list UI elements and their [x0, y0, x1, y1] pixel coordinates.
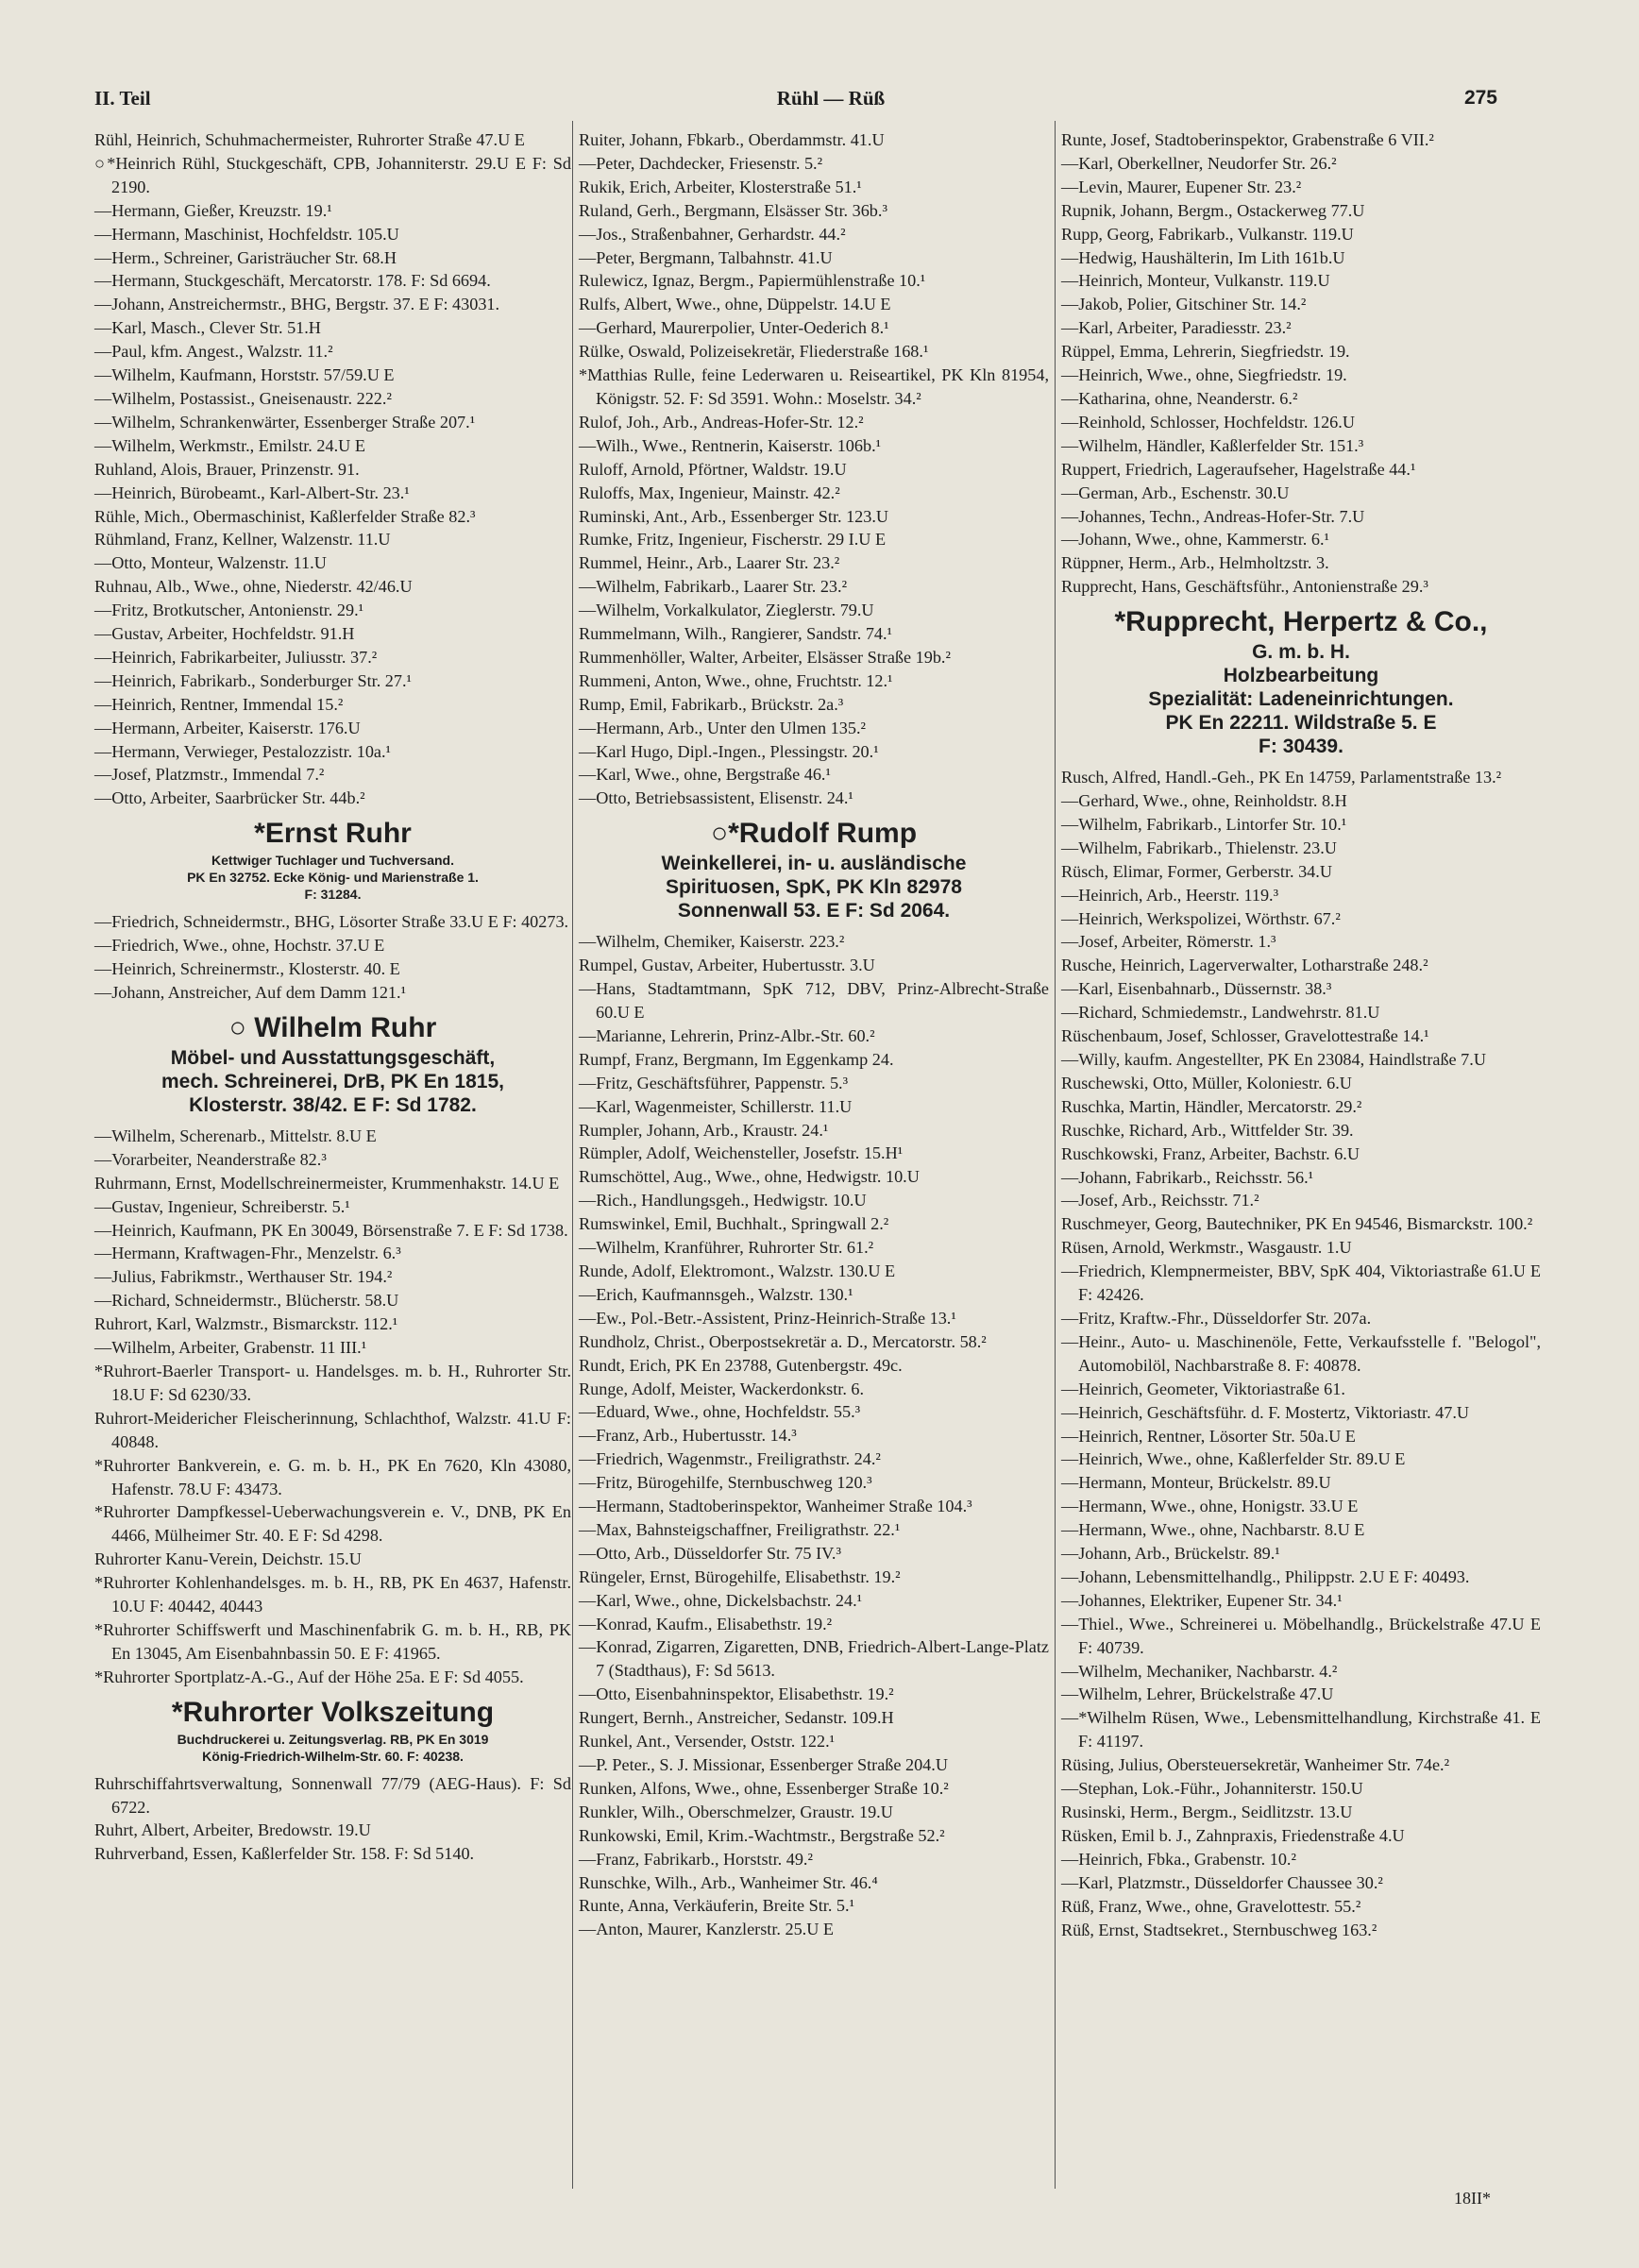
directory-entry: Runkel, Ant., Versender, Oststr. 122.¹	[579, 1732, 836, 1752]
directory-entry: —Hermann, Gießer, Kreuzstr. 19.¹	[94, 200, 332, 220]
directory-entry: Rulof, Joh., Arb., Andreas-Hofer-Str. 12.²	[579, 412, 864, 432]
directory-entry: —Wilhelm, Lehrer, Brückelstraße 47.U	[1061, 1684, 1334, 1704]
directory-entry: Rumpel, Gustav, Arbeiter, Hubertusstr. 3.U	[579, 956, 875, 975]
directory-entry: —Konrad, Kaufm., Elisabethstr. 19.²	[579, 1614, 833, 1633]
column-3	[1061, 128, 1541, 1941]
advertisement	[94, 1695, 571, 1765]
directory-entry: Rümpler, Adolf, Weichensteller, Josefstr. 15.H¹	[579, 1143, 904, 1163]
advertisement-line: PK En 32752. Ecke König- und Marienstraße 1.	[187, 870, 479, 886]
directory-entry: Rüsen, Arnold, Werkmstr., Wasgaustr. 1.U	[1061, 1238, 1352, 1258]
directory-entry: Rusche, Heinrich, Lagerverwalter, Lotharstraße 248.²	[1061, 956, 1428, 975]
directory-entry: Rumschöttel, Aug., Wwe., ohne, Hedwigstr. 10.U	[579, 1167, 920, 1187]
directory-entry: Ruhland, Alois, Brauer, Prinzenstr. 91.	[94, 459, 360, 479]
directory-entry: —Wilhelm, Kranführer, Ruhrorter Str. 61.²	[579, 1238, 874, 1258]
directory-entry: Ruhrort, Karl, Walzmstr., Bismarckstr. 112.¹	[94, 1314, 398, 1334]
advertisement-title: ○*Rudolf Rump	[710, 818, 918, 850]
directory-entry: —Willy, kaufm. Angestellter, PK En 23084, Haindlstraße 7.U	[1061, 1050, 1486, 1069]
directory-entry: —Hermann, Maschinist, Hochfeldstr. 105.U	[94, 224, 399, 244]
advertisement-title: *Ernst Ruhr	[254, 818, 412, 850]
directory-entry: —Hermann, Wwe., ohne, Honigstr. 33.U E	[1061, 1497, 1359, 1516]
directory-entry: *Matthias Rulle, feine Lederwaren u. Reiseartikel, PK Kln 81954, Königstr. 52. F: Sd 3591. Wohn.: Moselstr. 34.²	[579, 365, 1049, 408]
directory-entry: —Erich, Kaufmannsgeh., Walzstr. 130.¹	[579, 1284, 853, 1304]
advertisement-line: König-Friedrich-Wilhelm-Str. 60. F: 40238.	[202, 1748, 464, 1764]
directory-entry: Ruhrt, Albert, Arbeiter, Bredowstr. 19.U	[94, 1820, 371, 1840]
directory-entry: —Heinrich, Arb., Heerstr. 119.³	[1061, 885, 1279, 905]
advertisement	[1061, 604, 1541, 758]
directory-entry: —Heinrich, Schreinermstr., Klosterstr. 40. E	[94, 959, 400, 979]
directory-entry: —Wilhelm, Postassist., Gneisenaustr. 222.²	[94, 388, 392, 408]
directory-entry: —Paul, kfm. Angest., Walzstr. 11.²	[94, 342, 333, 362]
directory-entry: —Wilhelm, Kaufmann, Horststr. 57/59.U E	[94, 365, 395, 385]
directory-entry: —Katharina, ohne, Neanderstr. 6.²	[1061, 388, 1298, 408]
directory-entry: —Wilh., Wwe., Rentnerin, Kaiserstr. 106b.¹	[579, 435, 882, 455]
directory-entry: —Heinrich, Geometer, Viktoriastraße 61.	[1061, 1379, 1345, 1398]
directory-entry: —Wilhelm, Schrankenwärter, Essenberger Straße 207.¹	[94, 412, 476, 432]
directory-entry: —Johann, Arb., Brückelstr. 89.¹	[1061, 1544, 1280, 1564]
directory-entry: Ruschewski, Otto, Müller, Koloniestr. 6.U	[1061, 1073, 1352, 1092]
advertisement-title: *Rupprecht, Herpertz & Co.,	[1114, 606, 1488, 638]
directory-entry: —Hermann, Arb., Unter den Ulmen 135.²	[579, 718, 866, 737]
column-divider	[572, 121, 573, 2189]
directory-entry: —Johannes, Elektriker, Eupener Str. 34.¹	[1061, 1590, 1343, 1610]
directory-entry: —Fritz, Brotkutscher, Antonienstr. 29.¹	[94, 601, 364, 620]
directory-entry: —Karl, Wwe., ohne, Dickelsbachstr. 24.¹	[579, 1590, 863, 1610]
directory-entry: —Herm., Schreiner, Garisträucher Str. 68.H	[94, 247, 397, 267]
directory-entry: Rulfs, Albert, Wwe., ohne, Düppelstr. 14.U E	[579, 295, 891, 314]
advertisement-line: Buchdruckerei u. Zeitungsverlag. RB, PK En 3019	[177, 1731, 489, 1747]
directory-entry: —Karl, Eisenbahnarb., Düssernstr. 38.³	[1061, 979, 1332, 999]
directory-entry: —Richard, Schmiedemstr., Landwehrstr. 81.U	[1061, 1003, 1380, 1023]
directory-entry: Ruiter, Johann, Fbkarb., Oberdammstr. 41.U	[579, 130, 885, 149]
directory-entry: Ruschka, Martin, Händler, Mercatorstr. 29.²	[1061, 1096, 1362, 1116]
directory-entry: Rühmland, Franz, Kellner, Walzenstr. 11.U	[94, 530, 391, 550]
directory-entry: *Ruhrorter Sportplatz-A.-G., Auf der Höhe 25a. E F: Sd 4055.	[94, 1667, 524, 1686]
directory-entry: —Karl, Platzmstr., Düsseldorfer Chaussee 30.²	[1061, 1872, 1383, 1892]
directory-entry: —Anton, Maurer, Kanzlerstr. 25.U E	[579, 1920, 834, 1939]
directory-entry: Rump, Emil, Fabrikarb., Brückstr. 2a.³	[579, 694, 844, 714]
directory-entry: Runken, Alfons, Wwe., ohne, Essenberger Straße 10.²	[579, 1778, 949, 1798]
directory-entry: —Karl, Wagenmeister, Schillerstr. 11.U	[579, 1096, 853, 1116]
directory-entry: Rummeni, Anton, Wwe., ohne, Fruchtstr. 12.¹	[579, 670, 893, 690]
directory-entry: —Peter, Bergmann, Talbahnstr. 41.U	[579, 247, 833, 267]
directory-entry: —Heinrich, Werkspolizei, Wörthstr. 67.²	[1061, 908, 1341, 928]
directory-entry: —Hermann, Wwe., ohne, Nachbarstr. 8.U E	[1061, 1520, 1365, 1540]
directory-entry: —Karl, Masch., Clever Str. 51.H	[94, 318, 321, 338]
directory-entry: ○*Heinrich Rühl, Stuckgeschäft, CPB, Johanniterstr. 29.U E F: Sd 2190.	[94, 153, 571, 196]
directory-entry: —Wilhelm, Fabrikarb., Laarer Str. 23.²	[579, 577, 848, 597]
directory-entry: Ruppert, Friedrich, Lageraufseher, Hagelstraße 44.¹	[1061, 459, 1416, 479]
advertisement-line: Möbel- und Ausstattungsgeschäft,	[170, 1046, 496, 1069]
directory-entry: —Friedrich, Wwe., ohne, Hochstr. 37.U E	[94, 936, 385, 956]
directory-entry: Ruloffs, Max, Ingenieur, Mainstr. 42.²	[579, 482, 840, 502]
directory-entry: —Otto, Monteur, Walzenstr. 11.U	[94, 553, 327, 573]
directory-entry: —Gerhard, Wwe., ohne, Reinholdstr. 8.H	[1061, 791, 1347, 811]
directory-entry: Rüppner, Herm., Arb., Helmholtzstr. 3.	[1061, 553, 1329, 573]
directory-entry: Rühle, Mich., Obermaschinist, Kaßlerfelder Straße 82.³	[94, 506, 476, 526]
directory-entry: Rumke, Fritz, Ingenieur, Fischerstr. 29 I.U E	[579, 530, 887, 550]
advertisement-line: Spezialität: Ladeneinrichtungen.	[1148, 688, 1454, 711]
directory-entry: Ruschkowski, Franz, Arbeiter, Bachstr. 6.U	[1061, 1143, 1360, 1163]
directory-entry: —Josef, Arb., Reichsstr. 71.²	[1061, 1191, 1259, 1210]
directory-entry: Rülke, Oswald, Polizeisekretär, Fliederstraße 168.¹	[579, 342, 929, 362]
directory-entry: Rüß, Franz, Wwe., ohne, Gravelottestr. 55.²	[1061, 1896, 1361, 1916]
directory-entry: Rukik, Erich, Arbeiter, Klosterstraße 51.¹	[579, 177, 862, 196]
directory-entry: —Stephan, Lok.-Führ., Johanniterstr. 150.U	[1061, 1779, 1363, 1799]
directory-entry: Rüschenbaum, Josef, Schlosser, Gravelottestraße 14.¹	[1061, 1026, 1429, 1046]
directory-entry: —Friedrich, Klempnermeister, BBV, SpK 404, Viktoriastraße 61.U E F: 42426.	[1061, 1261, 1541, 1305]
directory-entry: Rundholz, Christ., Oberpostsekretär a. D., Mercatorstr. 58.²	[579, 1331, 987, 1351]
directory-entry: —Heinrich, Fabrikarbeiter, Juliusstr. 37.²	[94, 647, 378, 667]
directory-entry: *Ruhrorter Bankverein, e. G. m. b. H., PK En 7620, Kln 43080, Hafenstr. 78.U F: 43473.	[94, 1455, 571, 1498]
directory-entry: —Heinrich, Wwe., ohne, Siegfriedstr. 19.	[1061, 365, 1347, 385]
directory-entry: Rummel, Heinr., Arb., Laarer Str. 23.²	[579, 553, 840, 573]
directory-entry: —Vorarbeiter, Neanderstraße 82.³	[94, 1149, 327, 1169]
directory-entry: —Heinrich, Fabrikarb., Sonderburger Str. 27.¹	[94, 670, 412, 690]
directory-entry: —Levin, Maurer, Eupener Str. 23.²	[1061, 177, 1302, 196]
directory-entry: Rühl, Heinrich, Schuhmachermeister, Ruhrorter Straße 47.U E	[94, 130, 525, 149]
directory-entry: Rüsch, Elimar, Former, Gerberstr. 34.U	[1061, 861, 1332, 881]
directory-entry: —Karl, Oberkellner, Neudorfer Str. 26.²	[1061, 153, 1337, 173]
advertisement-line: Weinkellerei, in- u. ausländische	[661, 853, 967, 875]
directory-entry: Runge, Adolf, Meister, Wackerdonkstr. 6.	[579, 1379, 865, 1398]
directory-entry: —Peter, Dachdecker, Friesenstr. 5.²	[579, 153, 823, 173]
directory-entry: Rulewicz, Ignaz, Bergm., Papiermühlenstraße 10.¹	[579, 271, 926, 291]
directory-entry: —Johann, Lebensmittelhandlg., Philippstr. 2.U E F: 40493.	[1061, 1566, 1470, 1586]
directory-entry: Rummelmann, Wilh., Rangierer, Sandstr. 74.¹	[579, 624, 892, 644]
directory-entry: —P. Peter., S. J. Missionar, Essenberger Straße 204.U	[579, 1755, 948, 1774]
page-number: 275	[1463, 87, 1497, 109]
directory-entry: —Otto, Eisenbahninspektor, Elisabethstr. 19.²	[579, 1684, 894, 1704]
directory-entry: —Franz, Arb., Hubertusstr. 14.³	[579, 1426, 797, 1446]
directory-entry: Rüppel, Emma, Lehrerin, Siegfriedstr. 19.	[1061, 342, 1350, 362]
directory-entry: —Karl, Wwe., ohne, Bergstraße 46.¹	[579, 765, 831, 785]
directory-entry: —Hermann, Monteur, Brückelstr. 89.U	[1061, 1473, 1331, 1493]
directory-entry: —Wilhelm, Scherenarb., Mittelstr. 8.U E	[94, 1126, 377, 1145]
directory-entry: Ruschmeyer, Georg, Bautechniker, PK En 94546, Bismarckstr. 100.²	[1061, 1214, 1533, 1234]
directory-entry: Rumpler, Johann, Arb., Kraustr. 24.¹	[579, 1120, 829, 1140]
directory-entry: *Ruhrorter Schiffswerft und Maschinenfabrik G. m. b. H., RB, PK En 13045, Am Eisenbahnbassin 50. E F: 41965.	[94, 1619, 571, 1663]
directory-entry: —Wilhelm, Vorkalkulator, Zieglerstr. 79.U	[579, 601, 874, 620]
directory-entry: Rummenhöller, Walter, Arbeiter, Elsässer Straße 19b.²	[579, 647, 951, 667]
directory-entry: —Johann, Anstreicher, Auf dem Damm 121.¹	[94, 983, 407, 1002]
directory-entry: —Otto, Betriebsassistent, Elisenstr. 24.¹	[579, 788, 853, 808]
advertisement-line: G. m. b. H.	[1252, 641, 1350, 664]
directory-entry: Ruloff, Arnold, Pförtner, Waldstr. 19.U	[579, 459, 847, 479]
directory-entry: —Heinrich, Monteur, Vulkanstr. 119.U	[1061, 271, 1330, 291]
directory-entry: —Jos., Straßenbahner, Gerhardstr. 44.²	[579, 224, 846, 244]
directory-entry: —Karl Hugo, Dipl.-Ingen., Plessingstr. 20.¹	[579, 741, 879, 761]
directory-entry: —Wilhelm, Mechaniker, Nachbarstr. 4.²	[1061, 1661, 1338, 1681]
directory-entry: Rüsing, Julius, Obersteuersekretär, Wanheimer Str. 74e.²	[1061, 1755, 1450, 1775]
column-2	[579, 128, 1049, 1941]
directory-entry: Runte, Anna, Verkäuferin, Breite Str. 5.¹	[579, 1896, 855, 1916]
directory-entry: Rungert, Bernh., Anstreicher, Sedanstr. 109.H	[579, 1708, 894, 1728]
directory-entry: —Eduard, Wwe., ohne, Hochfeldstr. 55.³	[579, 1402, 861, 1422]
directory-entry: —Heinrich, Kaufmann, PK En 30049, Börsenstraße 7. E F: Sd 1738.	[94, 1220, 568, 1240]
directory-entry: —Fritz, Bürogehilfe, Sternbuschweg 120.³	[579, 1473, 872, 1493]
directory-entry: —Hermann, Stuckgeschäft, Mercatorstr. 178. F: Sd 6694.	[94, 271, 491, 291]
directory-entry: *Ruhrorter Dampfkessel-Ueberwachungsverein e. V., DNB, PK En 4466, Mülheimer Str. 40. E F: Sd 4298.	[94, 1502, 571, 1546]
directory-entry: Rüsken, Emil b. J., Zahnpraxis, Friedenstraße 4.U	[1061, 1825, 1405, 1845]
advertisement-line: Klosterstr. 38/42. E F: Sd 1782.	[189, 1093, 477, 1116]
directory-entry: Ruhrschiffahrtsverwaltung, Sonnenwall 77/79 (AEG-Haus). F: Sd 6722.	[94, 1773, 571, 1817]
directory-entry: Rundt, Erich, PK En 23788, Gutenbergstr. 49c.	[579, 1355, 903, 1375]
directory-entry: Rusch, Alfred, Handl.-Geh., PK En 14759, Parlamentstraße 13.²	[1061, 768, 1502, 787]
directory-entry: Ruschke, Richard, Arb., Wittfelder Str. 39.	[1061, 1120, 1354, 1140]
directory-entry: —Johann, Anstreichermstr., BHG, Bergstr. 37. E F: 43031.	[94, 295, 500, 314]
advertisement-line: F: 31284.	[304, 887, 362, 903]
directory-entry: —*Wilhelm Rüsen, Wwe., Lebensmittelhandlung, Kirchstraße 41. E F: 41197.	[1061, 1708, 1541, 1752]
advertisement	[94, 816, 571, 903]
directory-entry: —Heinr., Auto- u. Maschinenöle, Fette, Verkaufsstelle f. "Belogol", Automobilöl, Nachbarstraße 8. F: 40878.	[1061, 1331, 1541, 1375]
directory-entry: —Franz, Fabrikarb., Horststr. 49.²	[579, 1849, 813, 1869]
directory-entry: —Hans, Stadtamtmann, SpK 712, DBV, Prinz-Albrecht-Straße 60.U E	[579, 979, 1049, 1022]
directory-entry: Ruminski, Ant., Arb., Essenberger Str. 123.U	[579, 506, 889, 526]
directory-entry: —Heinrich, Rentner, Lösorter Str. 50a.U E	[1061, 1426, 1356, 1446]
directory-entry: —Hermann, Kraftwagen-Fhr., Menzelstr. 6.³	[94, 1244, 401, 1263]
directory-entry: Rumswinkel, Emil, Buchhalt., Springwall 2.²	[579, 1214, 889, 1234]
directory-entry: —Gustav, Arbeiter, Hochfeldstr. 91.H	[94, 624, 355, 644]
directory-entry: —Wilhelm, Arbeiter, Grabenstr. 11 III.¹	[94, 1338, 367, 1358]
advertisement-title: ○ Wilhelm Ruhr	[228, 1011, 437, 1043]
signature-mark: 18II*	[1454, 2189, 1491, 2208]
directory-entry: —Johann, Fabrikarb., Reichsstr. 56.¹	[1061, 1167, 1314, 1187]
directory-entry: Rüß, Ernst, Stadtsekret., Sternbuschweg 163.²	[1061, 1920, 1377, 1939]
directory-entry: —Thiel., Wwe., Schreinerei u. Möbelhandlg., Brückelstraße 47.U E F: 40739.	[1061, 1614, 1541, 1657]
directory-entry: Rusinski, Herm., Bergm., Seidlitzstr. 13.U	[1061, 1803, 1353, 1821]
directory-entry: —Hedwig, Haushälterin, Im Lith 161b.U	[1061, 247, 1345, 267]
advertisement-line: PK En 22211. Wildstraße 5. E	[1165, 712, 1437, 735]
directory-entry: —Johann, Wwe., ohne, Kammerstr. 6.¹	[1061, 530, 1329, 550]
directory-entry: —German, Arb., Eschenstr. 30.U	[1061, 482, 1290, 502]
directory-entry: —Otto, Arbeiter, Saarbrücker Str. 44b.²	[94, 788, 365, 808]
directory-entry: —Hermann, Verwieger, Pestalozzistr. 10a.¹	[94, 741, 391, 761]
directory-entry: Runde, Adolf, Elektromont., Walzstr. 130.U E	[579, 1261, 896, 1280]
directory-entry: —Wilhelm, Fabrikarb., Thielenstr. 23.U	[1061, 838, 1337, 857]
directory-entry: —Heinrich, Geschäftsführ. d. F. Mostertz, Viktoriastr. 47.U	[1061, 1402, 1470, 1422]
directory-entry: —Otto, Arb., Düsseldorfer Str. 75 IV.³	[579, 1543, 841, 1563]
directory-entry: —Konrad, Zigarren, Zigaretten, DNB, Friedrich-Albert-Lange-Platz 7 (Stadthaus), F: Sd 5613.	[579, 1637, 1049, 1681]
directory-entry: —Wilhelm, Fabrikarb., Lintorfer Str. 10.¹	[1061, 814, 1347, 834]
directory-entry: Ruhrort-Meidericher Fleischerinnung, Schlachthof, Walzstr. 41.U F: 40848.	[94, 1408, 571, 1451]
advertisement-line: Spirituosen, SpK, PK Kln 82978	[666, 876, 962, 899]
directory-entry: —Rich., Handlungsgeh., Hedwigstr. 10.U	[579, 1191, 867, 1210]
advertisement-line: mech. Schreinerei, DrB, PK En 1815,	[161, 1070, 504, 1092]
directory-entry: Runschke, Wilh., Arb., Wanheimer Str. 46.⁴	[579, 1872, 878, 1892]
advertisement-title: *Ruhrorter Volkszeitung	[171, 1696, 495, 1728]
directory-entry: —Heinrich, Bürobeamt., Karl-Albert-Str. 23.¹	[94, 482, 410, 502]
directory-entry: Rupnik, Johann, Bergm., Ostackerweg 77.U	[1061, 200, 1365, 220]
column-1	[94, 128, 571, 1866]
directory-entry: —Friedrich, Wagenmstr., Freiligrathstr. 24.²	[579, 1449, 881, 1469]
directory-entry: —Wilhelm, Chemiker, Kaiserstr. 223.²	[579, 932, 845, 952]
directory-entry: Runte, Josef, Stadtoberinspektor, Grabenstraße 6 VII.²	[1061, 130, 1434, 149]
directory-entry: Runkler, Wilh., Oberschmelzer, Graustr. 19.U	[579, 1802, 893, 1821]
directory-entry: —Marianne, Lehrerin, Prinz-Albr.-Str. 60.²	[579, 1025, 875, 1045]
directory-entry: *Ruhrort-Baerler Transport- u. Handelsges. m. b. H., Ruhrorter Str. 18.U F: Sd 6230/33.	[94, 1361, 571, 1404]
directory-entry: —Friedrich, Schneidermstr., BHG, Lösorter Straße 33.U E F: 40273.	[94, 912, 569, 932]
directory-entry: —Wilhelm, Werkmstr., Emilstr. 24.U E	[94, 435, 365, 455]
directory-entry: —Fritz, Kraftw.-Fhr., Düsseldorfer Str. 207a.	[1061, 1308, 1372, 1328]
advertisement	[579, 816, 1049, 922]
directory-entry: Rupp, Georg, Fabrikarb., Vulkanstr. 119.U	[1061, 224, 1354, 244]
advertisement	[94, 1010, 571, 1117]
directory-entry: —Jakob, Polier, Gitschiner Str. 14.²	[1061, 295, 1307, 314]
directory-entry: —Richard, Schneidermstr., Blücherstr. 58.U	[94, 1291, 399, 1311]
advertisement-line: Sonnenwall 53. E F: Sd 2064.	[677, 900, 951, 922]
directory-entry: —Hermann, Arbeiter, Kaiserstr. 176.U	[94, 718, 361, 737]
directory-entry: Ruhrorter Kanu-Verein, Deichstr. 15.U	[94, 1549, 362, 1569]
advertisement-line: Holzbearbeitung	[1223, 665, 1379, 687]
directory-entry: Rüngeler, Ernst, Bürogehilfe, Elisabethstr. 19.²	[579, 1566, 901, 1586]
advertisement-line: F: 30439.	[1259, 736, 1343, 758]
directory-entry: —Heinrich, Rentner, Immendal 15.²	[94, 694, 344, 714]
directory-entry: —Josef, Platzmstr., Immendal 7.²	[94, 765, 325, 785]
directory-entry: Runkowski, Emil, Krim.-Wachtmstr., Bergstraße 52.²	[579, 1825, 945, 1845]
directory-entry: Rumpf, Franz, Bergmann, Im Eggenkamp 24.	[579, 1049, 894, 1069]
directory-entry: Ruhrmann, Ernst, Modellschreinermeister, Krummenhakstr. 14.U E	[94, 1173, 560, 1193]
directory-entry: —Gerhard, Maurerpolier, Unter-Oederich 8.¹	[579, 318, 889, 338]
directory-entry: —Reinhold, Schlosser, Hochfeldstr. 126.U	[1061, 412, 1355, 432]
directory-entry: *Ruhrorter Kohlenhandelsges. m. b. H., RB, PK En 4637, Hafenstr. 10.U F: 40442, 40443	[94, 1573, 571, 1616]
directory-entry: —Karl, Arbeiter, Paradiesstr. 23.²	[1061, 318, 1292, 338]
directory-entry: —Gustav, Ingenieur, Schreiberstr. 5.¹	[94, 1196, 350, 1216]
directory-entry: —Johannes, Techn., Andreas-Hofer-Str. 7.U	[1061, 506, 1365, 526]
directory-entry: —Josef, Arbeiter, Römerstr. 1.³	[1061, 932, 1276, 952]
directory-entry: —Heinrich, Fbka., Grabenstr. 10.²	[1061, 1849, 1296, 1869]
advertisement-line: Kettwiger Tuchlager und Tuchversand.	[211, 853, 454, 869]
directory-entry: —Julius, Fabrikmstr., Werthauser Str. 194.²	[94, 1267, 393, 1287]
directory-entry: —Hermann, Stadtoberinspektor, Wanheimer Straße 104.³	[579, 1497, 972, 1516]
page-part: II. Teil	[94, 87, 151, 110]
directory-entry: Ruhrverband, Essen, Kaßlerfelder Str. 158. F: Sd 5140.	[94, 1844, 475, 1864]
page-range: Rühl — Rüß	[776, 87, 886, 110]
directory-entry: —Fritz, Geschäftsführer, Pappenstr. 5.³	[579, 1073, 849, 1092]
directory-entry: —Ew., Pol.-Betr.-Assistent, Prinz-Heinrich-Straße 13.¹	[579, 1308, 956, 1328]
directory-entry: —Heinrich, Wwe., ohne, Kaßlerfelder Str. 89.U E	[1061, 1449, 1406, 1469]
directory-entry: Ruhnau, Alb., Wwe., ohne, Niederstr. 42/46.U	[94, 577, 413, 597]
directory-entry: —Wilhelm, Händler, Kaßlerfelder Str. 151.³	[1061, 435, 1364, 455]
directory-entry: —Max, Bahnsteigschaffner, Freiligrathstr. 22.¹	[579, 1519, 901, 1539]
directory-entry: Ruland, Gerh., Bergmann, Elsässer Str. 36b.³	[579, 200, 887, 220]
directory-entry: Rupprecht, Hans, Geschäftsführ., Antonienstraße 29.³	[1061, 577, 1428, 597]
column-divider	[1055, 121, 1056, 2189]
